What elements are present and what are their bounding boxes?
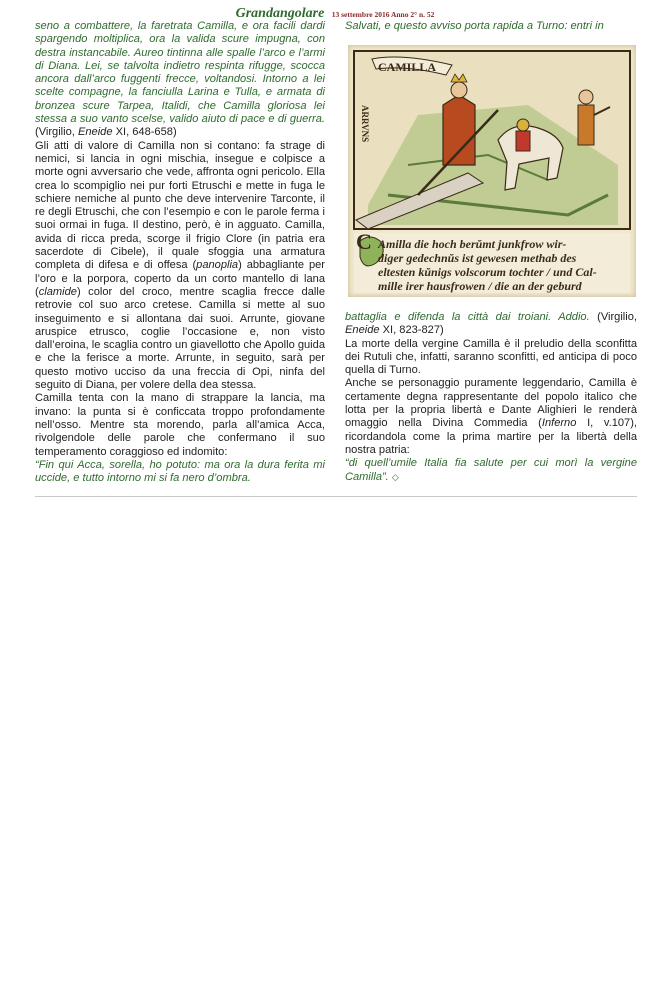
dying-quote: “Fin qui Acca, sorella, ho potuto: ma ora la dura ferita mi uccide, e tutto intorno mi si fa nero d’ombra.	[35, 458, 325, 485]
citation-prefix: (Virgilio,	[589, 311, 637, 323]
paragraph-virgil-quote	[35, 20, 325, 140]
citation-ref: XI, 648-658)	[112, 126, 177, 139]
right-column-top	[345, 20, 637, 33]
banner-label: CAMILLA	[378, 60, 437, 74]
bottom-divider	[35, 496, 637, 497]
issue-info: 13 settembre 2016 Anno 2° n. 52	[331, 10, 435, 19]
quote-continuation: Salvati, e questo avviso porta rapida a Turno: entri in	[345, 20, 604, 32]
magazine-title: Grandangolare	[235, 6, 325, 21]
term-clamide: clamide	[38, 285, 77, 298]
citation-title: Eneide	[345, 324, 380, 337]
woodcut-caption-line-2: diger gedechnŭs ist gewesen methab des	[378, 251, 577, 265]
woodcut-caption-line-3: eltesten kŭnigs volscorum tochter / und Cal-	[378, 265, 597, 279]
paragraph-dante	[345, 377, 637, 457]
body-text: Anche se personaggio puramente leggendario, Camilla è certamente degna rappresentante del popolo italico che lotta per la propria libertà e Dante Alighieri le renderà omaggio nella Divina Commedia (	[345, 377, 637, 430]
citation-ref: XI, 823-827)	[379, 324, 444, 337]
quote-text: battaglia e difenda la città dai troiani. Addio.	[345, 311, 590, 323]
term-panoplia: panoplia	[196, 259, 239, 272]
woodcut-illustration	[348, 45, 636, 297]
end-mark-icon: ◇	[391, 471, 399, 482]
body-text: I, v.107), ricordandola come la prima martire per la libertà della nostra patria:	[345, 417, 638, 456]
drop-cap-c: C	[356, 229, 372, 254]
quote-text: “di quell’umile Italia fia salute per cui morì la vergine Camilla”.	[345, 457, 637, 483]
body-text: ) color del croco, mentre scaglia frecce dalle retrovie col suo arco cretese. Camilla si mette al suo inseguimento e si allontana dai suoi. Arrunte, giovane aruspice etrusco, coglie l’occasione e, non visto dall’eroina, le scaglia contro un giavellotto che Apollo guida e che la ferisce a morte. Arrunte, in seguito, sarà per questo motivo ucciso da una freccia di Opi, ninfa del seguito di Diana, per volere della dea stessa.	[35, 285, 325, 392]
body-text: Gli atti di valore di Camilla non si contano: fa strage di nemici, si lancia in ogni mischia, insegue e colpisce a morte ogni avversario che vede, affronta ogni pericolo. Ella crea lo scompiglio nei pur forti Etruschi e mette in fuga le schiere nemiche al punto che deve intervenire Tarconte, il re degli Etruschi, che con l’esempio e con le parole ferma i suoi ormai in fuga. Il destino, però, è in agguato. Camilla, avida di ricca preda, scorge il frigio Clore (in patria era sacerdote di Cibele), il quale sfoggia una armatura completa di difesa e di offesa (	[35, 139, 325, 272]
woodcut-caption-line-1: Amilla die hoch berŭmt junkfrow wir-	[378, 237, 567, 251]
dante-quote	[345, 457, 637, 484]
left-column	[35, 20, 325, 485]
woodcut-caption-line-4: mille irer hausfrowen / die an der geburd	[378, 279, 582, 293]
side-label: ARRVNS	[360, 105, 370, 143]
paragraph-camilla-death: Camilla tenta con la mano di strappare la lancia, ma invano: la punta si è conficcata troppo profondamente nell’osso. Mentre sta morendo, parla all’amica Acca, rivolgendole delle parole che confermano il suo temperamento coraggioso ed indomito:	[35, 392, 325, 458]
quote-end	[345, 311, 637, 338]
paragraph-camilla-deeds	[35, 140, 325, 393]
right-column-bottom	[345, 311, 637, 484]
citation-title: Eneide	[77, 126, 113, 139]
quote-text: seno a combattere, la faretrata Camilla, e ora facili dardi spargendo moltiplica, ora la valida scure impugna, con destra instancabile. Aureo tintinna alle spalle l’arco e l’armi di Diana. Lei, se talvolta indietro respinta rifugge, scocca ancora dall’arco fuggenti frecce, voltandosi. Intorno a lei scelte compagne, la fanciulla Larina e Tulla, e armata di bronzea scure Tarpea, Italidi, che Camilla gloriosa lei stessa a suo vanto scelse, valido aiuto di pace e di guerra.	[35, 20, 325, 126]
citation-title: Inferno	[541, 417, 577, 430]
citation-prefix: (Virgilio,	[35, 126, 78, 139]
paragraph-rutuli-defeat: La morte della vergine Camilla è il preludio della sconfitta dei Rutuli che, infatti, saranno sconfitti, ed anticipa di poco quella di Turno.	[345, 337, 637, 377]
body-text: ) abbagliante per l’oro e la porpora, coperto da un corto mantello di lana (	[35, 259, 326, 298]
